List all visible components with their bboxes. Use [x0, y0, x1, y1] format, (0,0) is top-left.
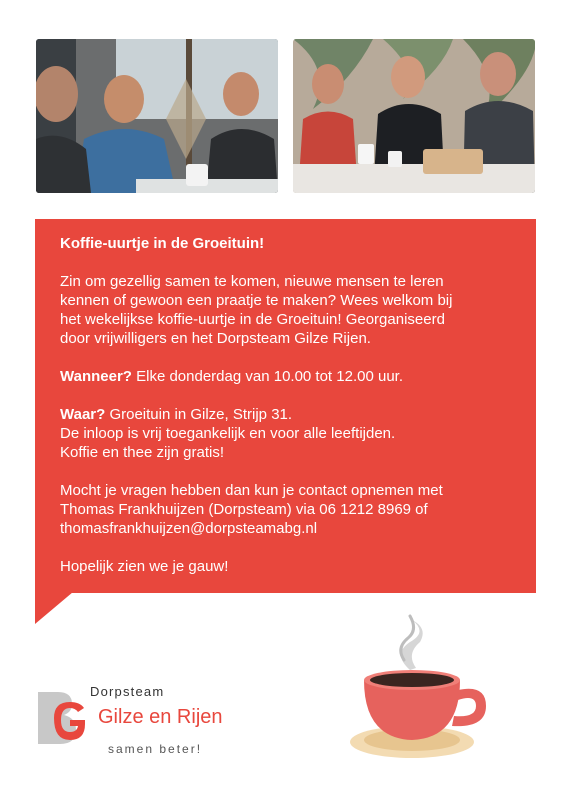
intro-line: Zin om gezellig samen te komen, nieuwe mensen te leren: [60, 273, 444, 290]
info-panel-content: [60, 234, 530, 595]
when-label: Wanneer?: [60, 368, 132, 385]
closing-text: Hopelijk zien we je gauw!: [60, 558, 229, 575]
contact-line: Thomas Frankhuijzen (Dorpsteam) via 06 1212 8969 of: [60, 501, 428, 518]
logo-mark-icon: [32, 688, 90, 748]
intro-paragraph: [60, 272, 530, 348]
contact-line: Mocht je vragen hebben dan kun je contact opnemen met: [60, 482, 443, 499]
when-text: Elke donderdag van 10.00 tot 12.00 uur.: [131, 368, 403, 385]
logo-top-text: Dorpsteam: [90, 684, 165, 699]
photo-group-coffee-table: [293, 39, 535, 193]
photo-men-talking: [36, 39, 278, 193]
flyer-title: Koffie-uurtje in de Groeituin!: [60, 235, 265, 252]
dorpsteam-logo: [32, 684, 262, 764]
coffee-cup-icon: [340, 608, 500, 768]
speech-bubble-tail: [35, 592, 73, 624]
where-first-line: [60, 405, 530, 424]
contact-paragraph: [60, 481, 530, 538]
intro-line: kennen of gewoon een praatje te maken? Wees welkom bij: [60, 292, 453, 309]
where-label: Waar?: [60, 406, 106, 423]
contact-email[interactable]: thomasfrankhuijzen@dorpsteamabg.nl: [60, 520, 318, 537]
where-line: De inloop is vrij toegankelijk en voor alle leeftijden.: [60, 425, 396, 442]
logo-main-text: Gilze en Rijen: [98, 706, 223, 728]
where-paragraph: [60, 405, 530, 462]
info-panel: [35, 219, 536, 593]
intro-line: door vrijwilligers en het Dorpsteam Gilze Rijen.: [60, 330, 371, 347]
where-line: Koffie en thee zijn gratis!: [60, 444, 224, 461]
when-paragraph: [60, 367, 530, 386]
where-text: Groeituin in Gilze, Strijp 31.: [105, 406, 293, 423]
intro-line: het wekelijkse koffie-uurtje in de Groeituin! Georganiseerd: [60, 311, 445, 328]
logo-tagline: samen beter!: [108, 742, 203, 756]
